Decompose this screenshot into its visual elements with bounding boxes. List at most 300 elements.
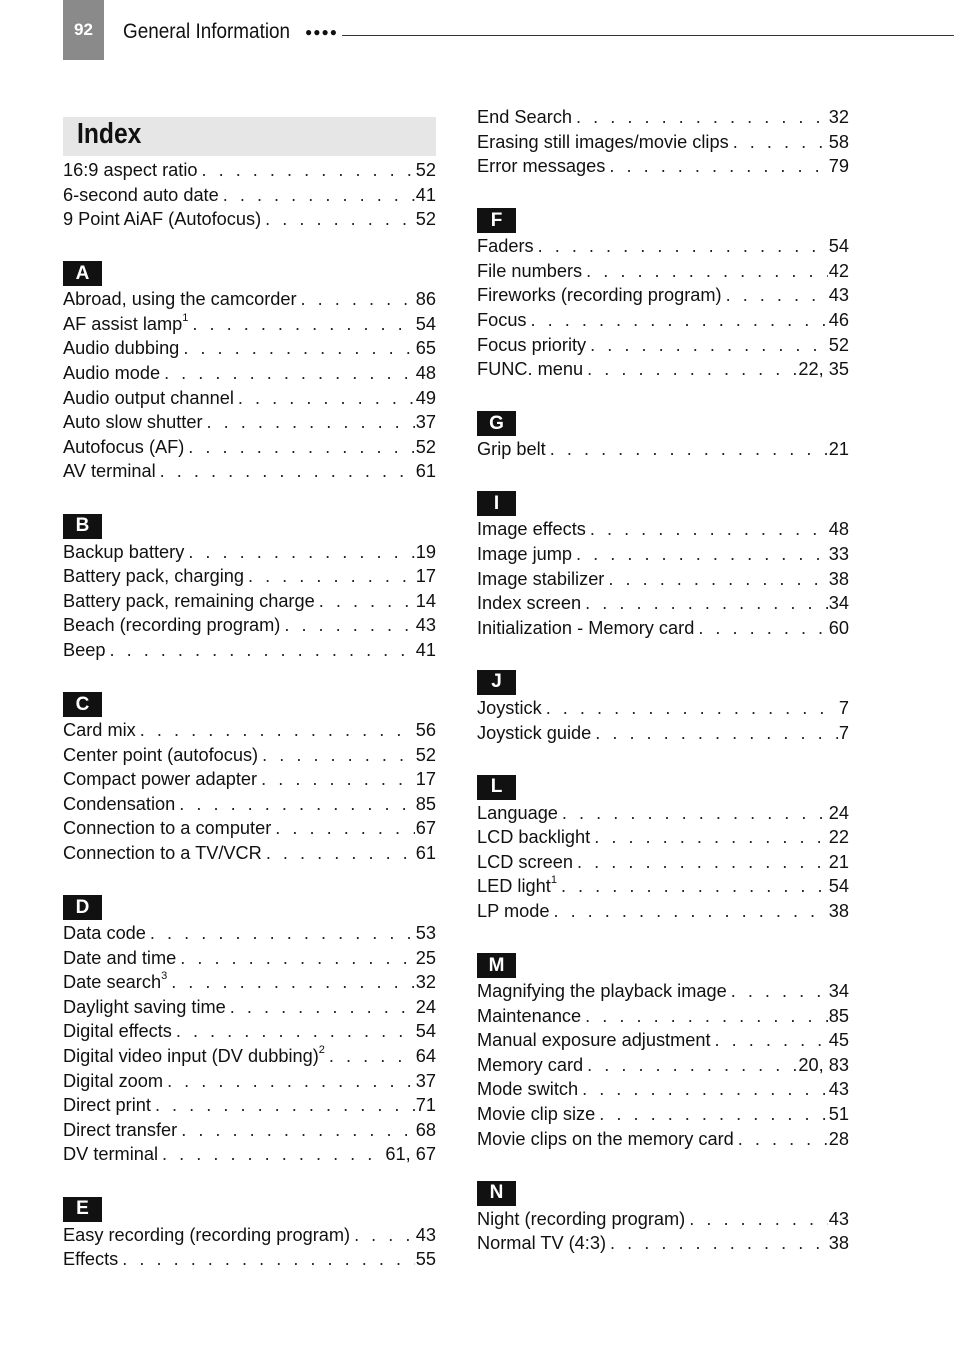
dot-leader: [561, 874, 828, 899]
dot-leader: [179, 792, 415, 817]
index-entry: [63, 410, 436, 435]
section-letter-badge: M: [477, 953, 516, 978]
dot-leader: [609, 154, 827, 179]
entry-term-text: Center point (autofocus): [63, 744, 259, 765]
index-entry: [63, 386, 436, 411]
index-entry: [477, 308, 849, 333]
entry-term: [477, 567, 608, 592]
entry-term: [477, 899, 553, 924]
entry-term: [477, 259, 586, 284]
section-letter-badge: G: [477, 411, 516, 436]
dot-leader: [608, 567, 827, 592]
entry-term: [63, 718, 140, 743]
entry-term-text: Focus priority: [477, 334, 587, 355]
entry-term: [63, 361, 164, 386]
entry-term: [477, 333, 590, 358]
index-entry: [477, 1053, 849, 1078]
entry-term: [63, 207, 265, 232]
entry-term-text: Connection to a computer: [63, 818, 272, 839]
dot-leader: [275, 816, 414, 841]
dot-leader: [733, 130, 828, 155]
entry-term-text: Condensation: [63, 793, 176, 814]
dot-leader: [550, 437, 828, 462]
entry-term: [477, 1207, 689, 1232]
index-section: [63, 261, 436, 484]
entry-page-number: 85: [828, 1005, 849, 1026]
entry-term: [63, 564, 248, 589]
entry-term-text: Easy recording (recording program): [63, 1224, 351, 1245]
entry-term-text: Normal TV (4:3): [477, 1233, 607, 1254]
index-entry: [477, 130, 849, 155]
entry-page-number: 61: [415, 461, 436, 482]
index-entry: [63, 1069, 436, 1094]
entry-page-number: 64: [415, 1046, 436, 1067]
entry-page-number: 86: [415, 289, 436, 310]
entry-term: [63, 995, 230, 1020]
entry-page-number: 51: [828, 1104, 849, 1125]
entry-term-text: Audio dubbing: [63, 338, 180, 359]
index-entry: [63, 1093, 436, 1118]
index-entry: [63, 435, 436, 460]
entry-term: [63, 158, 201, 183]
index-entry: [63, 564, 436, 589]
dot-leader: [531, 308, 828, 333]
entry-term: [63, 435, 188, 460]
entry-term-text: Image effects: [477, 519, 586, 540]
dot-leader: [731, 979, 828, 1004]
dot-leader: [698, 616, 827, 641]
entry-page-number: 21: [828, 439, 849, 460]
index-entry: [63, 158, 436, 183]
index-entry: [477, 874, 849, 899]
index-entry: [63, 995, 436, 1020]
entry-page-number: 19: [415, 541, 436, 562]
index-column-right: [477, 105, 849, 1256]
index-entry: [63, 970, 436, 995]
page-number-tab: 92: [63, 0, 104, 60]
index-entry: [477, 979, 849, 1004]
entry-page-number: 21: [828, 851, 849, 872]
entry-term: [477, 979, 731, 1004]
index-entry: [477, 333, 849, 358]
entry-term-text: Digital effects: [63, 1021, 172, 1042]
entry-page-number: 46: [828, 310, 849, 331]
entry-term-text: Movie clips on the memory card: [477, 1128, 734, 1149]
index-entry: [63, 336, 436, 361]
entry-page-number: 48: [828, 519, 849, 540]
dot-leader: [171, 970, 415, 995]
entry-term-text: Focus: [477, 310, 527, 331]
entry-page-number: 32: [415, 972, 436, 993]
entry-term-text: Autofocus (AF): [63, 436, 185, 457]
entry-term-text: Magnifying the playback image: [477, 981, 727, 1002]
index-entry: [477, 801, 849, 826]
entry-term: [63, 386, 238, 411]
dot-leader: [192, 312, 414, 337]
index-entry: [477, 1127, 849, 1152]
dot-leader: [689, 1207, 828, 1232]
entry-page-number: 37: [415, 412, 436, 433]
entry-term: [63, 841, 266, 866]
entry-term-text: Index screen: [477, 593, 582, 614]
dot-leader: [140, 718, 415, 743]
index-entry: [477, 591, 849, 616]
index-entry: [63, 183, 436, 208]
entry-page-number: 43: [415, 615, 436, 636]
dot-leader: [266, 841, 415, 866]
entry-term-text: Effects: [63, 1249, 119, 1270]
entry-term: [63, 459, 160, 484]
dot-leader: [715, 1028, 828, 1053]
entry-term-text: Date search: [63, 972, 162, 993]
entry-term-text: End Search: [477, 107, 573, 127]
entry-term-text: Memory card: [477, 1054, 584, 1075]
entry-term: [477, 234, 538, 259]
entry-page-number: 43: [828, 1208, 849, 1229]
dot-leader: [587, 357, 797, 382]
entry-page-number: 54: [828, 236, 849, 257]
index-entry: [63, 312, 436, 337]
entry-page-number: 52: [415, 744, 436, 765]
index-entry: [63, 638, 436, 663]
entry-term: [477, 154, 609, 179]
entry-page-number: 54: [828, 876, 849, 897]
entry-term-text: Night (recording program): [477, 1208, 686, 1229]
entry-page-number: 68: [415, 1119, 436, 1140]
entry-page-number: 56: [415, 720, 436, 740]
index-entry: [477, 567, 849, 592]
index-entry: [477, 1102, 849, 1127]
entry-page-number: 14: [415, 590, 436, 611]
entry-term-text: Maintenance: [477, 1005, 582, 1026]
index-entry: [63, 921, 436, 946]
entry-term: [63, 792, 179, 817]
index-title: Index: [77, 118, 142, 150]
entry-term: [477, 1127, 738, 1152]
dot-leader: [585, 1004, 828, 1029]
entry-term: [63, 1247, 122, 1272]
dot-leader: [261, 767, 415, 792]
entry-page-number: 67: [415, 818, 436, 839]
dot-leader: [599, 1102, 828, 1127]
entry-term: [63, 816, 275, 841]
entry-page-number: 54: [415, 1021, 436, 1042]
entry-term-text: Data code: [63, 923, 146, 944]
entry-page-number: 17: [415, 769, 436, 790]
index-section: [477, 208, 849, 382]
entry-page-number: 79: [828, 156, 849, 177]
index-section: [63, 514, 436, 663]
index-section: [477, 105, 849, 179]
dot-leader: [122, 1247, 415, 1272]
entry-page-number: 71: [415, 1095, 436, 1116]
index-section: [63, 692, 436, 866]
index-entry: [477, 825, 849, 850]
dot-leader: [183, 336, 414, 361]
index-entry: [477, 437, 849, 462]
index-column-left: [63, 158, 436, 1272]
entry-term-text: DV terminal: [63, 1144, 159, 1165]
index-section: [477, 670, 849, 745]
index-entry: [477, 357, 849, 382]
entry-term: [63, 1069, 167, 1094]
entry-term-text: 6-second auto date: [63, 184, 219, 205]
entry-term-text: Daylight saving time: [63, 996, 226, 1017]
dot-leader: [594, 825, 828, 850]
entry-page-number: 38: [828, 1233, 849, 1254]
entry-term-text: Date and time: [63, 947, 177, 968]
index-entry: [63, 1044, 436, 1069]
entry-term-text: Audio output channel: [63, 387, 234, 408]
entry-page-number: 43: [828, 285, 849, 306]
entry-page-number: 48: [415, 363, 436, 384]
entry-term: [477, 591, 585, 616]
entry-page-number: 43: [415, 1224, 436, 1245]
entry-term: [477, 1028, 715, 1053]
entry-page-number: 52: [415, 436, 436, 457]
index-entry: [63, 287, 436, 312]
entry-term-text: Digital zoom: [63, 1070, 164, 1091]
dot-leader: [150, 921, 415, 946]
dot-leader: [201, 158, 414, 183]
entry-term-text: Backup battery: [63, 541, 185, 562]
dot-leader: [590, 517, 828, 542]
entry-page-number: 41: [415, 184, 436, 205]
entry-page-number: 52: [415, 209, 436, 230]
entry-term: [63, 1223, 354, 1248]
dot-leader: [180, 946, 415, 971]
entry-page-number: 61: [415, 842, 436, 863]
section-letter-badge: I: [477, 491, 516, 516]
entry-term: [63, 743, 262, 768]
entry-term: [63, 1093, 155, 1118]
dot-leader: [738, 1127, 828, 1152]
entry-page-number: 22, 35: [798, 359, 849, 380]
footnote-marker: 3: [161, 970, 168, 983]
index-section: [477, 775, 849, 924]
dot-leader: [284, 613, 414, 638]
dot-leader: [562, 801, 828, 826]
entry-page-number: 41: [415, 639, 436, 660]
entry-page-number: 17: [415, 566, 436, 587]
index-section: [63, 895, 436, 1167]
header-title: General Information: [123, 20, 291, 43]
entry-term: [477, 616, 698, 641]
dot-leader: [586, 259, 828, 284]
dot-leader: [576, 105, 828, 130]
entry-term: [63, 946, 180, 971]
entry-term: [63, 1142, 162, 1167]
index-entry: [477, 696, 849, 721]
entry-term: [477, 850, 577, 875]
entry-term-text: File numbers: [477, 260, 583, 281]
entry-term-text: Manual exposure adjustment: [477, 1030, 711, 1051]
index-entry: [63, 1142, 436, 1167]
entry-page-number: 20, 83: [798, 1054, 849, 1075]
entry-page-number: 52: [415, 160, 436, 180]
index-entry: [477, 616, 849, 641]
entry-term-text: Abroad, using the camcorder: [63, 289, 297, 310]
entry-term: [63, 638, 109, 663]
entry-term-text: Grip belt: [477, 439, 546, 460]
entry-page-number: 38: [828, 900, 849, 921]
entry-term-text: AF assist lamp: [63, 313, 183, 334]
entry-term: [63, 1019, 176, 1044]
index-section: [477, 411, 849, 462]
dot-leader: [610, 1231, 828, 1256]
entry-page-number: 43: [828, 1079, 849, 1100]
dot-leader: [181, 1118, 415, 1143]
dot-leader: [109, 638, 414, 663]
index-entry: [63, 1223, 436, 1248]
dot-leader: [207, 410, 415, 435]
footnote-marker: 2: [318, 1044, 325, 1056]
entry-page-number: 65: [415, 338, 436, 359]
index-entry: [63, 946, 436, 971]
index-entry: [63, 613, 436, 638]
index-section: [63, 1197, 436, 1272]
entry-page-number: 22: [828, 827, 849, 848]
section-letter-badge: J: [477, 670, 516, 695]
entry-term-text: Direct transfer: [63, 1119, 178, 1140]
entry-term: [63, 1118, 181, 1143]
index-entry: [477, 850, 849, 875]
entry-term: [477, 517, 590, 542]
entry-term-text: Image stabilizer: [477, 568, 605, 589]
entry-term: [63, 336, 183, 361]
entry-term-text: Error messages: [477, 156, 606, 177]
entry-term: [63, 410, 207, 435]
entry-term: [477, 721, 595, 746]
entry-page-number: 32: [828, 107, 849, 127]
entry-term-text: Language: [477, 802, 558, 823]
entry-term-text: Movie clip size: [477, 1104, 596, 1125]
entry-term: [477, 1053, 587, 1078]
entry-term-text: Joystick guide: [477, 722, 592, 743]
entry-page-number: 52: [828, 334, 849, 355]
entry-term: [477, 105, 576, 130]
dot-leader: [576, 542, 828, 567]
index-section: [477, 491, 849, 640]
dot-leader: [587, 1053, 797, 1078]
entry-term-text: LED light: [477, 876, 551, 897]
entry-term-text: Mode switch: [477, 1079, 579, 1100]
entry-term-text: Beep: [63, 639, 106, 660]
entry-page-number: 58: [828, 131, 849, 152]
entry-page-number: 85: [415, 793, 436, 814]
entry-page-number: 34: [828, 981, 849, 1002]
entry-term: [477, 825, 594, 850]
entry-term: [477, 874, 561, 899]
index-entry: [63, 816, 436, 841]
entry-term: [63, 312, 192, 337]
entry-term: [477, 1231, 610, 1256]
entry-page-number: 53: [415, 923, 436, 944]
header-rule: [342, 35, 954, 36]
entry-page-number: 28: [828, 1128, 849, 1149]
entry-term-text: Auto slow shutter: [63, 412, 203, 433]
section-letter-badge: F: [477, 208, 516, 233]
dot-leader: [538, 234, 828, 259]
entry-term-text: Direct print: [63, 1095, 151, 1116]
dot-leader: [595, 721, 838, 746]
index-entry: [63, 540, 436, 565]
dot-leader: [230, 995, 415, 1020]
entry-term-text: Initialization - Memory card: [477, 617, 695, 638]
entry-page-number: 24: [415, 996, 436, 1017]
entry-term: [477, 357, 587, 382]
dot-leader: [248, 564, 415, 589]
entry-term: [477, 1102, 599, 1127]
index-entry: [477, 1231, 849, 1256]
entry-term-text: Battery pack, remaining charge: [63, 590, 315, 611]
entry-term: [477, 130, 733, 155]
index-entry: [477, 154, 849, 179]
entry-term-text: 16:9 aspect ratio: [63, 160, 198, 180]
entry-term-text: Compact power adapter: [63, 769, 258, 790]
dot-leader: [590, 333, 828, 358]
index-entry: [63, 767, 436, 792]
index-entry: [63, 1118, 436, 1143]
entry-term: [63, 1044, 329, 1069]
entry-term: [63, 183, 223, 208]
section-letter-badge: D: [63, 895, 102, 920]
index-entry: [63, 361, 436, 386]
entry-term-text: LCD backlight: [477, 827, 591, 848]
entry-term-text: Fireworks (recording program): [477, 285, 722, 306]
section-letter-badge: C: [63, 692, 102, 717]
index-entry: [477, 542, 849, 567]
entry-page-number: 38: [828, 568, 849, 589]
index-entry: [477, 283, 849, 308]
entry-term-text: Erasing still images/movie clips: [477, 131, 729, 152]
dot-leader: [155, 1093, 415, 1118]
entry-term: [63, 921, 150, 946]
entry-term-text: Joystick: [477, 697, 542, 718]
dot-leader: [354, 1223, 415, 1248]
dot-leader: [176, 1019, 415, 1044]
index-title-box: [63, 117, 436, 156]
index-entry: [477, 1004, 849, 1029]
index-entry: [477, 899, 849, 924]
section-letter-badge: B: [63, 514, 102, 539]
entry-term-text: LCD screen: [477, 851, 574, 872]
index-entry: [63, 718, 436, 743]
dot-leader: [577, 850, 828, 875]
dot-leader: [164, 361, 415, 386]
index-section: [63, 158, 436, 232]
index-entry: [63, 459, 436, 484]
index-section: [477, 953, 849, 1151]
dot-leader: [188, 540, 414, 565]
entry-page-number: 25: [415, 947, 436, 968]
entry-term: [477, 1077, 582, 1102]
index-section: [477, 1181, 849, 1256]
dot-leader: [167, 1069, 415, 1094]
entry-term: [477, 542, 576, 567]
entry-page-number: 7: [838, 722, 849, 743]
section-letter-badge: A: [63, 261, 102, 286]
entry-term-text: 9 Point AiAF (Autofocus): [63, 209, 262, 230]
entry-term: [63, 589, 319, 614]
index-entry: [477, 1077, 849, 1102]
index-entry: [477, 517, 849, 542]
dot-leader: [188, 435, 414, 460]
entry-term-text: Audio mode: [63, 363, 161, 384]
entry-page-number: 61, 67: [385, 1144, 436, 1165]
index-entry: [63, 207, 436, 232]
entry-term: [477, 1004, 585, 1029]
